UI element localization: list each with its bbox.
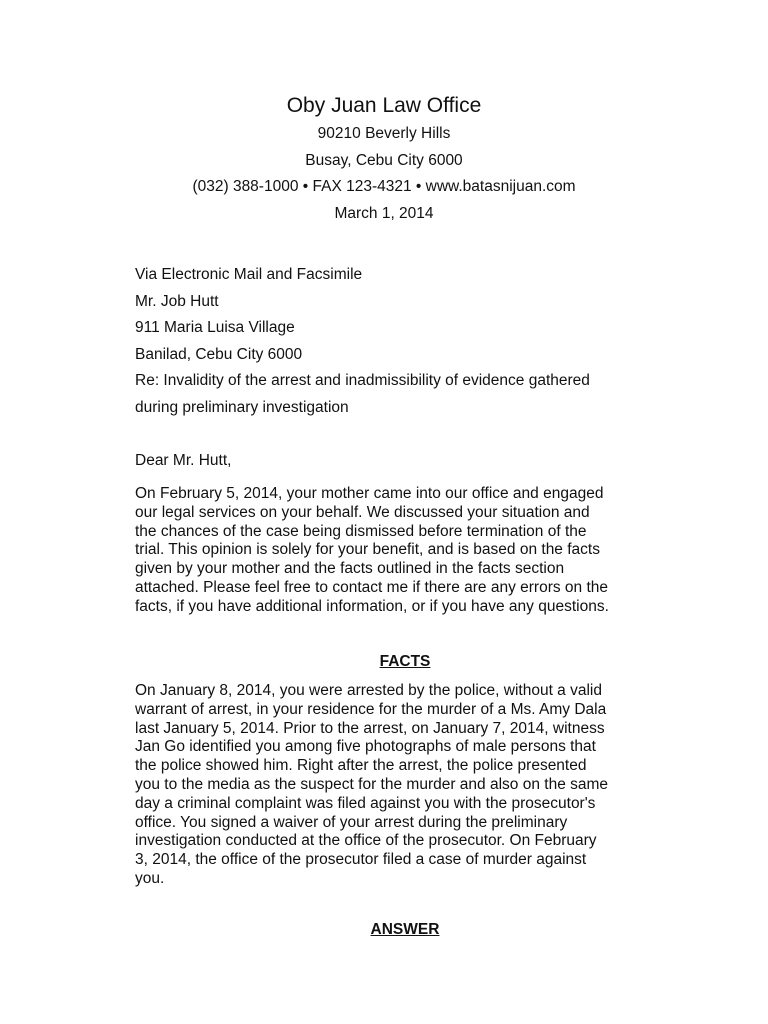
intro-line: our legal services on your behalf. We discussed your situation and xyxy=(135,503,590,521)
answer-heading: ANSWER xyxy=(370,921,440,938)
office-contact-line: (032) 388-1000 • FAX 123-4321 • www.batasnijuan.com xyxy=(192,178,576,195)
recipient-address-line-1: 911 Maria Luisa Village xyxy=(135,319,295,336)
subject-line-2: during preliminary investigation xyxy=(135,398,349,416)
delivery-method: Via Electronic Mail and Facsimile xyxy=(135,266,363,283)
facts-paragraph xyxy=(135,682,680,889)
recipient-address-line-2: Banilad, Cebu City 6000 xyxy=(135,345,303,363)
office-address-line-1: 90210 Beverly Hills xyxy=(317,125,451,142)
facts-line: you. xyxy=(135,869,165,887)
subject-line-1: Re: Invalidity of the arrest and inadmissibility of evidence gathered xyxy=(135,372,590,389)
intro-line: On February 5, 2014, your mother came into our office and engaged xyxy=(135,485,604,502)
letter-date: March 1, 2014 xyxy=(334,205,434,222)
greeting: Dear Mr. Hutt, xyxy=(135,452,232,469)
intro-line: trial. This opinion is solely for your benefit, and is based on the facts xyxy=(135,541,600,559)
intro-line: given by your mother and the facts outlined in the facts section xyxy=(135,560,565,578)
facts-line: On January 8, 2014, you were arrested by the police, without a valid xyxy=(135,682,602,699)
office-name: Oby Juan Law Office xyxy=(286,94,482,117)
recipient-name: Mr. Job Hutt xyxy=(135,292,219,310)
office-address-line-2: Busay, Cebu City 6000 xyxy=(305,152,463,169)
facts-line: office. You signed a waiver of your arrest during the preliminary xyxy=(135,813,568,831)
facts-line: warrant of arrest, in your residence for the murder of a Ms. Amy Dala xyxy=(135,700,607,718)
facts-line: investigation conducted at the office of the prosecutor. On February xyxy=(135,832,597,850)
intro-line: the chances of the case being dismissed before termination of the xyxy=(135,522,587,540)
intro-line: attached. Please feel free to contact me if there are any errors on the xyxy=(135,578,609,596)
facts-line: the police showed him. Right after the arrest, the police presented xyxy=(135,757,587,775)
facts-line: Jan Go identified you among five photographs of male persons that xyxy=(135,738,596,756)
intro-line: facts, if you have additional information, or if you have any questions. xyxy=(135,597,609,615)
facts-line: 3, 2014, the office of the prosecutor filed a case of murder against xyxy=(135,851,587,869)
intro-paragraph xyxy=(135,485,680,617)
recipient-block xyxy=(135,265,680,424)
facts-heading: FACTS xyxy=(379,653,431,670)
facts-line: you to the media as the suspect for the murder and also on the same xyxy=(135,775,609,793)
facts-line: last January 5, 2014. Prior to the arrest, on January 7, 2014, witness xyxy=(135,719,605,737)
facts-line: day a criminal complaint was filed against you with the prosecutor's xyxy=(135,794,596,812)
